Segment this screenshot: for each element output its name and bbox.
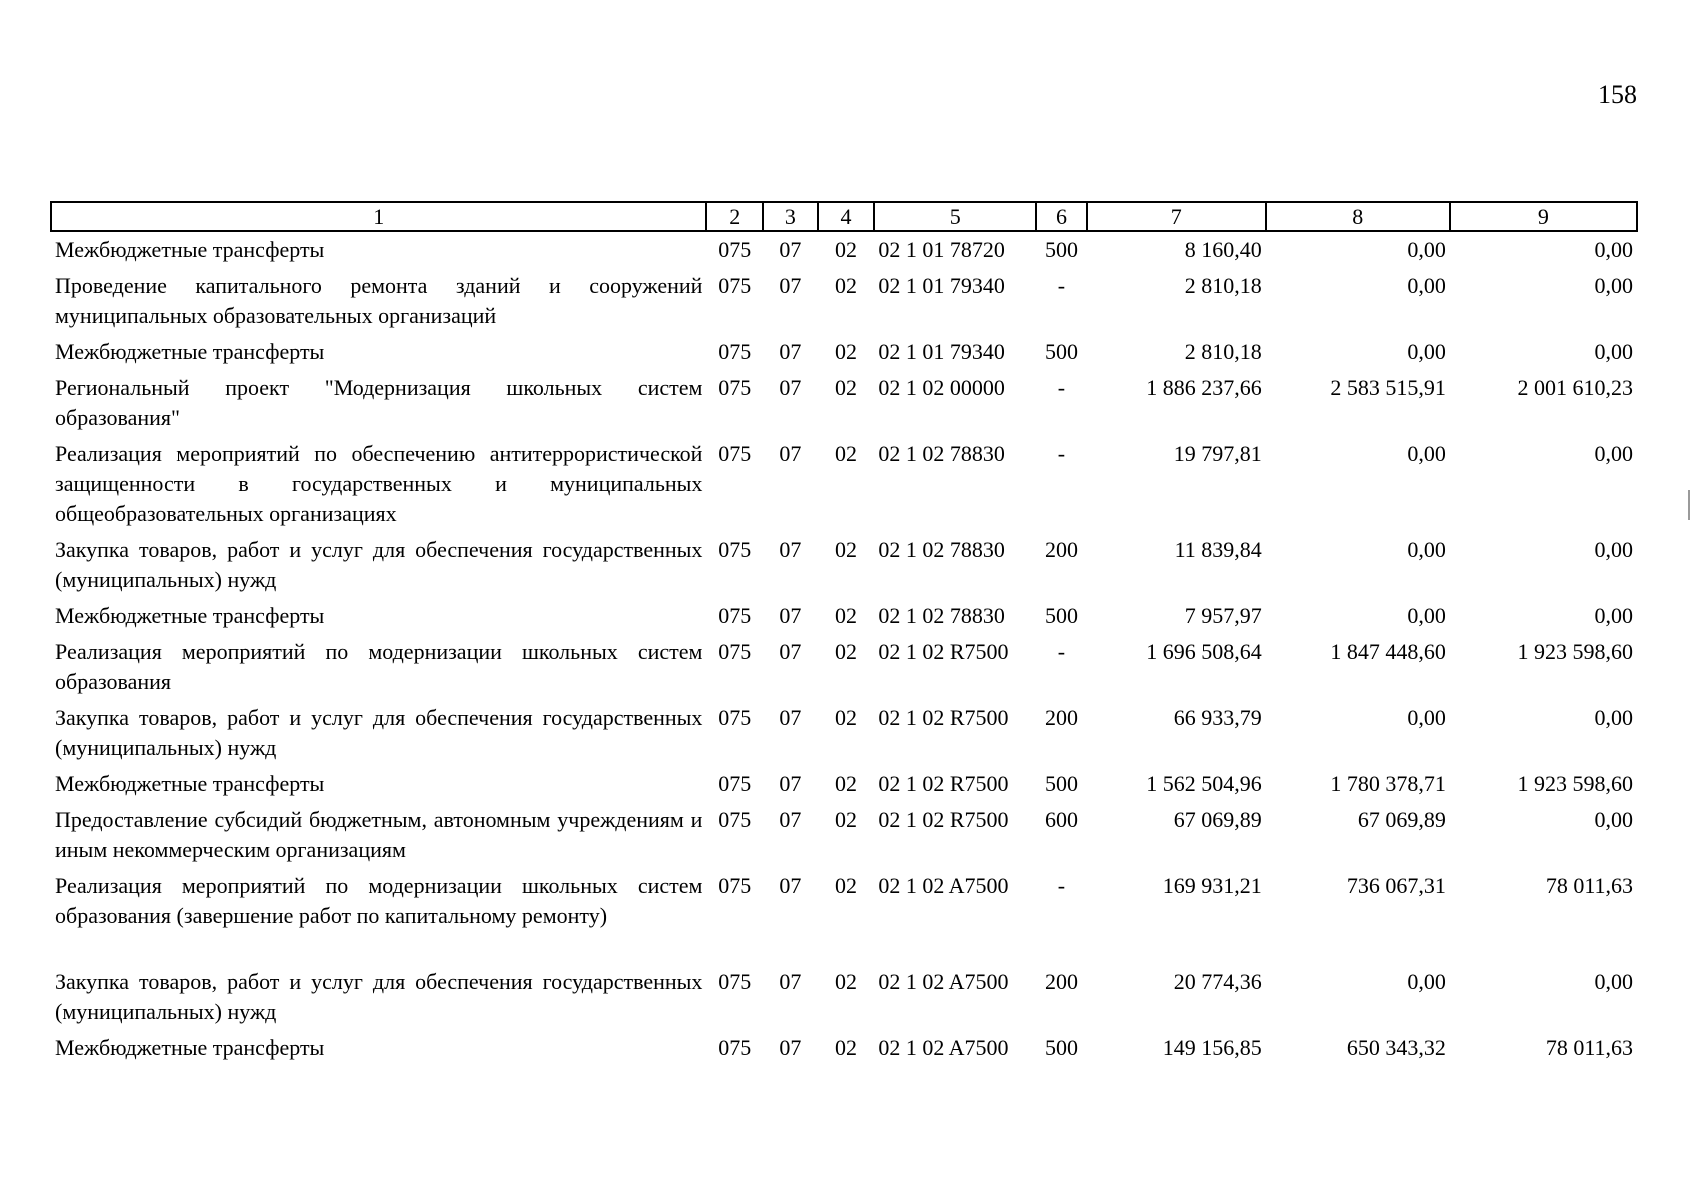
table-row <box>51 268 1637 334</box>
scan-artifact-mark <box>1688 490 1690 520</box>
table-row <box>51 598 1637 634</box>
row-amount-col7-cell: 66 933,79 <box>1173 705 1262 730</box>
row-grbs-cell: 075 <box>718 441 752 466</box>
row-amount-col9-cell: 0,00 <box>1594 237 1633 262</box>
table-row <box>51 231 1637 268</box>
row-subsection-cell: 02 <box>835 537 857 562</box>
header-cell-7: 7 <box>1087 202 1266 231</box>
row-amount-col9-cell: 0,00 <box>1594 537 1633 562</box>
row-name-cell: Закупка товаров, работ и услуг для обеспечения государственных (муниципальных) нужд <box>55 705 703 760</box>
row-target-code-cell: 02 1 02 78830 <box>878 537 1005 562</box>
table-row <box>51 370 1637 436</box>
row-target-code-cell: 02 1 02 00000 <box>878 375 1005 400</box>
row-name-cell: Реализация мероприятий по модернизации школьных систем образования (завершение работ по капитальному ремонту) <box>55 873 703 928</box>
row-amount-col9-cell: 78 011,63 <box>1545 873 1633 898</box>
budget-table <box>50 201 1638 1066</box>
row-amount-col7-cell: 7 957,97 <box>1184 603 1262 628</box>
table-row <box>51 334 1637 370</box>
row-amount-col9-cell: 0,00 <box>1594 705 1633 730</box>
row-grbs-cell: 075 <box>718 339 752 364</box>
row-grbs-cell: 075 <box>718 771 752 796</box>
row-grbs-cell: 075 <box>718 639 752 664</box>
row-amount-col7-cell: 8 160,40 <box>1184 237 1262 262</box>
row-expense-type-cell: 200 <box>1044 705 1078 730</box>
row-name-cell: Региональный проект "Модернизация школьных систем образования" <box>55 375 703 430</box>
row-amount-col8-cell: 0,00 <box>1407 537 1446 562</box>
row-section-cell: 07 <box>779 969 802 994</box>
row-subsection-cell: 02 <box>835 603 857 628</box>
row-expense-type-cell: 200 <box>1044 537 1078 562</box>
row-amount-col8-cell: 67 069,89 <box>1357 807 1446 832</box>
row-subsection-cell: 02 <box>835 1035 857 1060</box>
row-target-code-cell: 02 1 01 79340 <box>878 273 1005 298</box>
row-subsection-cell: 02 <box>835 771 857 796</box>
header-cell-5: 5 <box>874 202 1036 231</box>
row-grbs-cell: 075 <box>718 969 752 994</box>
header-cell-4: 4 <box>818 202 875 231</box>
row-amount-col9-cell: 1 923 598,60 <box>1517 639 1633 664</box>
row-amount-col7-cell: 2 810,18 <box>1184 273 1262 298</box>
table-row <box>51 700 1637 766</box>
row-amount-col8-cell: 1 847 448,60 <box>1330 639 1446 664</box>
row-amount-col7-cell: 1 886 237,66 <box>1146 375 1262 400</box>
row-subsection-cell: 02 <box>835 237 857 262</box>
row-amount-col7-cell: 1 562 504,96 <box>1146 771 1262 796</box>
row-expense-type-cell: - <box>1057 639 1066 664</box>
row-target-code-cell: 02 1 02 R7500 <box>878 639 1009 664</box>
row-name-cell: Закупка товаров, работ и услуг для обеспечения государственных (муниципальных) нужд <box>55 969 703 1024</box>
header-row <box>51 202 1637 231</box>
row-amount-col9-cell: 0,00 <box>1594 969 1633 994</box>
row-amount-col7-cell: 11 839,84 <box>1174 537 1262 562</box>
row-target-code-cell: 02 1 02 R7500 <box>878 807 1009 832</box>
row-section-cell: 07 <box>779 339 802 364</box>
row-amount-col7-cell: 19 797,81 <box>1173 441 1262 466</box>
row-grbs-cell: 075 <box>718 537 752 562</box>
row-name-cell: Межбюджетные трансферты <box>55 1035 325 1060</box>
row-expense-type-cell: - <box>1057 273 1066 298</box>
row-amount-col8-cell: 0,00 <box>1407 237 1446 262</box>
row-expense-type-cell: - <box>1057 375 1066 400</box>
table-body <box>51 231 1637 1066</box>
row-amount-col9-cell: 0,00 <box>1594 603 1633 628</box>
row-subsection-cell: 02 <box>835 339 857 364</box>
row-amount-col8-cell: 736 067,31 <box>1346 873 1446 898</box>
row-spacer-cell <box>51 934 1637 964</box>
row-expense-type-cell: 500 <box>1044 603 1078 628</box>
row-amount-col7-cell: 149 156,85 <box>1162 1035 1262 1060</box>
row-subsection-cell: 02 <box>835 873 857 898</box>
table-row <box>51 1030 1637 1066</box>
row-section-cell: 07 <box>779 1035 802 1060</box>
row-section-cell: 07 <box>779 441 802 466</box>
table-row <box>51 868 1637 934</box>
table-row <box>51 802 1637 868</box>
row-amount-col9-cell: 78 011,63 <box>1545 1035 1633 1060</box>
row-target-code-cell: 02 1 02 R7500 <box>878 705 1009 730</box>
row-expense-type-cell: 500 <box>1044 1035 1078 1060</box>
row-name-cell: Межбюджетные трансферты <box>55 771 325 796</box>
row-section-cell: 07 <box>779 237 802 262</box>
row-grbs-cell: 075 <box>718 873 752 898</box>
table-row <box>51 634 1637 700</box>
row-expense-type-cell: - <box>1057 441 1066 466</box>
row-section-cell: 07 <box>779 771 802 796</box>
row-target-code-cell: 02 1 02 A7500 <box>878 1035 1009 1060</box>
header-cell-3: 3 <box>763 202 818 231</box>
row-expense-type-cell: 500 <box>1044 339 1078 364</box>
row-amount-col8-cell: 0,00 <box>1407 441 1446 466</box>
header-cell-8: 8 <box>1266 202 1450 231</box>
row-amount-col9-cell: 1 923 598,60 <box>1517 771 1633 796</box>
header-cell-9: 9 <box>1450 202 1637 231</box>
row-grbs-cell: 075 <box>718 237 752 262</box>
page-number: 158 <box>1598 80 1637 109</box>
row-expense-type-cell: 200 <box>1044 969 1078 994</box>
header-cell-2: 2 <box>706 202 763 231</box>
row-amount-col7-cell: 2 810,18 <box>1184 339 1262 364</box>
table-row <box>51 532 1637 598</box>
row-subsection-cell: 02 <box>835 639 857 664</box>
row-section-cell: 07 <box>779 273 802 298</box>
row-amount-col7-cell: 67 069,89 <box>1173 807 1262 832</box>
row-target-code-cell: 02 1 02 78830 <box>878 603 1005 628</box>
row-section-cell: 07 <box>779 705 802 730</box>
row-amount-col9-cell: 0,00 <box>1594 807 1633 832</box>
table-header <box>51 202 1637 231</box>
row-name-cell: Межбюджетные трансферты <box>55 339 325 364</box>
row-expense-type-cell: 500 <box>1044 771 1078 796</box>
row-amount-col8-cell: 2 583 515,91 <box>1330 375 1446 400</box>
row-amount-col7-cell: 169 931,21 <box>1162 873 1262 898</box>
row-target-code-cell: 02 1 01 79340 <box>878 339 1005 364</box>
table-row <box>51 436 1637 532</box>
row-grbs-cell: 075 <box>718 375 752 400</box>
row-subsection-cell: 02 <box>835 273 857 298</box>
row-subsection-cell: 02 <box>835 375 857 400</box>
row-amount-col9-cell: 0,00 <box>1594 441 1633 466</box>
row-name-cell: Проведение капитального ремонта зданий и сооружений муниципальных образовательных организаций <box>55 273 703 328</box>
header-cell-1: 1 <box>51 202 706 231</box>
row-section-cell: 07 <box>779 537 802 562</box>
row-target-code-cell: 02 1 02 R7500 <box>878 771 1009 796</box>
row-target-code-cell: 02 1 02 78830 <box>878 441 1005 466</box>
row-section-cell: 07 <box>779 375 802 400</box>
row-amount-col8-cell: 0,00 <box>1407 969 1446 994</box>
row-amount-col8-cell: 1 780 378,71 <box>1330 771 1446 796</box>
row-section-cell: 07 <box>779 639 802 664</box>
row-amount-col8-cell: 0,00 <box>1407 273 1446 298</box>
header-cell-6: 6 <box>1036 202 1087 231</box>
row-amount-col9-cell: 0,00 <box>1594 339 1633 364</box>
row-amount-col8-cell: 0,00 <box>1407 705 1446 730</box>
row-expense-type-cell: 500 <box>1044 237 1078 262</box>
table-row <box>51 964 1637 1030</box>
row-target-code-cell: 02 1 02 A7500 <box>878 969 1009 994</box>
row-subsection-cell: 02 <box>835 705 857 730</box>
row-grbs-cell: 075 <box>718 273 752 298</box>
row-amount-col9-cell: 2 001 610,23 <box>1517 375 1633 400</box>
row-section-cell: 07 <box>779 807 802 832</box>
row-section-cell: 07 <box>779 603 802 628</box>
row-name-cell: Закупка товаров, работ и услуг для обеспечения государственных (муниципальных) нужд <box>55 537 703 592</box>
row-grbs-cell: 075 <box>718 1035 752 1060</box>
row-expense-type-cell: 600 <box>1044 807 1078 832</box>
row-name-cell: Реализация мероприятий по модернизации школьных систем образования <box>55 639 703 694</box>
row-amount-col7-cell: 20 774,36 <box>1173 969 1262 994</box>
row-subsection-cell: 02 <box>835 807 857 832</box>
row-expense-type-cell: - <box>1057 873 1066 898</box>
row-name-cell: Реализация мероприятий по обеспечению антитеррористической защищенности в государственных и муниципальных общеобразовательных организациях <box>55 441 703 526</box>
row-target-code-cell: 02 1 01 78720 <box>878 237 1005 262</box>
row-grbs-cell: 075 <box>718 705 752 730</box>
table-row <box>51 766 1637 802</box>
row-subsection-cell: 02 <box>835 969 857 994</box>
row-section-cell: 07 <box>779 873 802 898</box>
row-grbs-cell: 075 <box>718 807 752 832</box>
row-name-cell: Межбюджетные трансферты <box>55 603 325 628</box>
row-amount-col8-cell: 650 343,32 <box>1346 1035 1446 1060</box>
row-grbs-cell: 075 <box>718 603 752 628</box>
row-amount-col9-cell: 0,00 <box>1594 273 1633 298</box>
row-amount-col8-cell: 0,00 <box>1407 603 1446 628</box>
row-name-cell: Предоставление субсидий бюджетным, автономным учреждениям и иным некоммерческим организациям <box>55 807 703 862</box>
row-target-code-cell: 02 1 02 A7500 <box>878 873 1009 898</box>
row-amount-col8-cell: 0,00 <box>1407 339 1446 364</box>
row-subsection-cell: 02 <box>835 441 857 466</box>
row-name-cell: Межбюджетные трансферты <box>55 237 325 262</box>
row-spacer <box>51 934 1637 964</box>
row-amount-col7-cell: 1 696 508,64 <box>1146 639 1262 664</box>
